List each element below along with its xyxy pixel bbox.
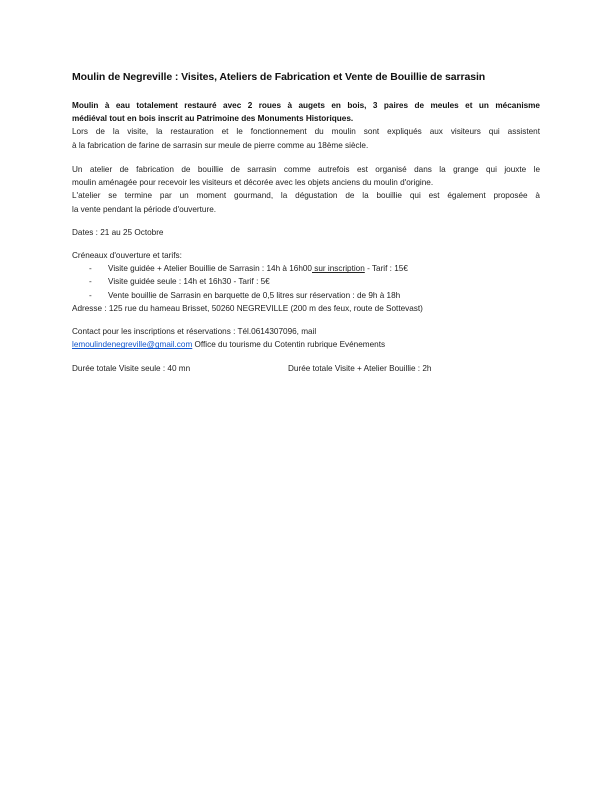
- intro-line-3: Lors de la visite, la restauration et le fonctionnement du moulin sont expliqués aux visiteurs qui assistent: [72, 127, 540, 137]
- schedule-item-3: Vente bouillie de Sarrasin en barquette de 0,5 litres sur réservation : de 9h à 18h: [108, 290, 401, 300]
- schedule-item-2: Visite guidée seule : 14h et 16h30 - Tarif : 5€: [108, 277, 270, 287]
- email-link[interactable]: lemoulindenegreville@gmail.com: [72, 340, 193, 350]
- bullet-dash: -: [89, 290, 92, 300]
- intro-line-4: à la fabrication de farine de sarrasin sur meule de pierre comme au 18ème siècle.: [72, 140, 369, 150]
- intro-line-2: médiéval tout en bois inscrit au Patrimoine des Monuments Historiques.: [72, 114, 354, 124]
- schedule-heading: Créneaux d'ouverture et tarifs:: [72, 251, 182, 260]
- durations-paragraph: [72, 362, 540, 375]
- atelier-line-4: la vente pendant la période d'ouverture.: [72, 204, 217, 214]
- schedule-section: [72, 249, 540, 315]
- schedule-item-1-price: - Tarif : 15€: [364, 264, 408, 274]
- list-item: [72, 289, 540, 302]
- atelier-line-1: Un atelier de fabrication de bouillie de sarrasin comme autrefois est organisé dans la grange qui jouxte le: [72, 165, 540, 174]
- document-title: Moulin de Negreville : Visites, Ateliers de Fabrication et Vente de Bouillie de sarrasin: [72, 71, 486, 83]
- contact-line-1: Contact pour les inscriptions et réservations : Tél.0614307096, mail: [72, 327, 317, 336]
- list-item: [72, 262, 540, 275]
- list-item: [72, 275, 540, 288]
- atelier-line-3: L'atelier se termine par un moment gourmand, la dégustation de la bouillie qui est également proposée à: [72, 191, 540, 201]
- dates-line: Dates : 21 au 25 Octobre: [72, 228, 164, 237]
- intro-paragraph: [72, 99, 540, 152]
- durations-row: [72, 362, 540, 375]
- bullet-dash: -: [89, 264, 92, 274]
- schedule-item-1-text: Visite guidée + Atelier Bouillie de Sarrasin : 14h à 16h00: [108, 264, 312, 274]
- atelier-paragraph: [72, 163, 540, 216]
- dates-paragraph: [72, 226, 540, 239]
- address-line: Adresse : 125 rue du hameau Brisset, 50260 NEGREVILLE (200 m des feux, route de Sottevast): [72, 303, 423, 313]
- intro-line-1: Moulin à eau totalement restauré avec 2 roues à augets en bois, 3 paires de meules et un mécanisme: [72, 101, 540, 110]
- contact-line-2: [72, 338, 540, 351]
- bullet-dash: -: [89, 277, 92, 287]
- tourism-office-text: Office du tourisme du Cotentin rubrique Evénements: [192, 340, 386, 350]
- duration-visit-atelier: Durée totale Visite + Atelier Bouillie : 2h: [288, 364, 432, 373]
- contact-paragraph: [72, 325, 540, 351]
- atelier-line-2: moulin aménagée pour recevoir les visiteurs et décorée avec les objets anciens du moulin d'origine.: [72, 178, 434, 188]
- registration-note: sur inscription: [312, 264, 365, 274]
- duration-visit-only: Durée totale Visite seule : 40 mn: [72, 364, 191, 373]
- schedule-item-1: [108, 262, 408, 275]
